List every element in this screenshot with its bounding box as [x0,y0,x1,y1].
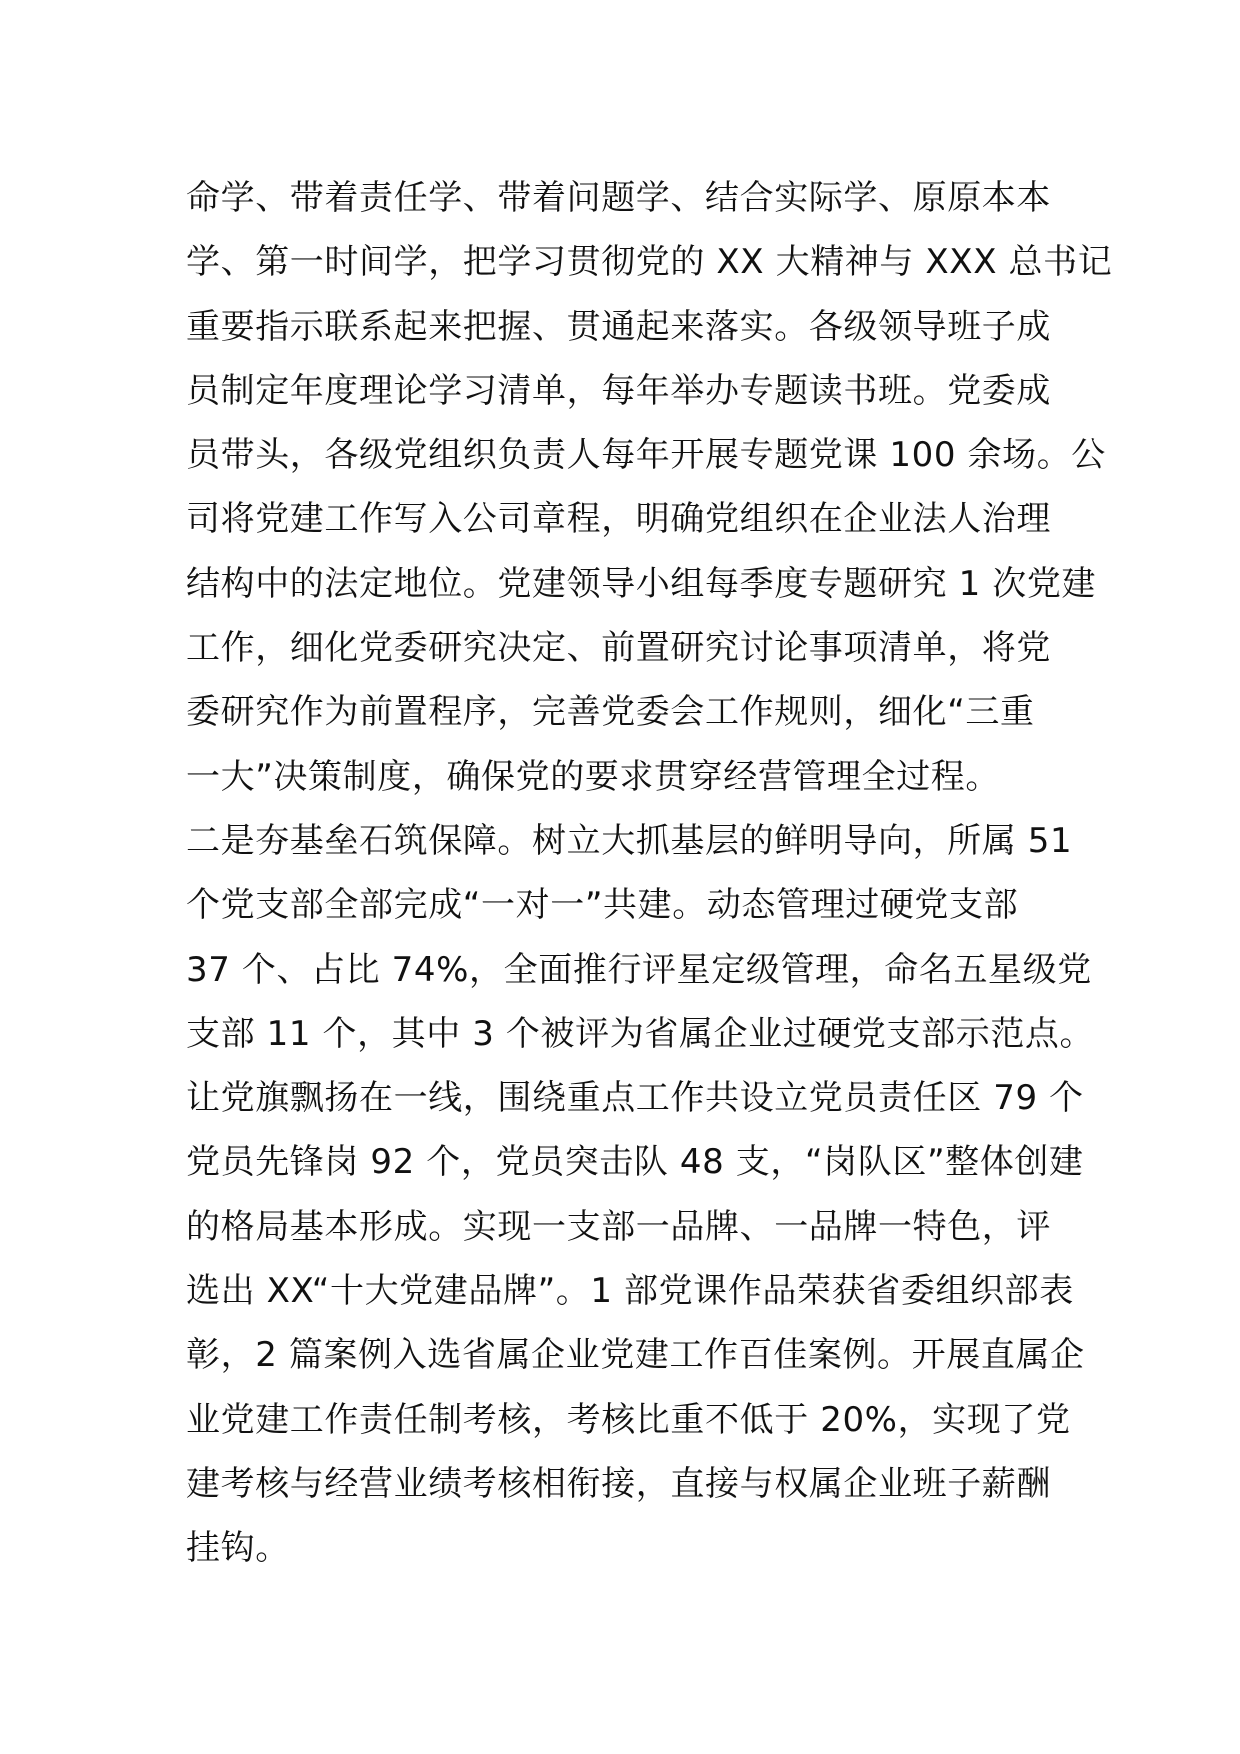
text-line: 工作，细化党委研究决定、前置研究讨论事项清单，将党 [186,628,1051,669]
text-line: 司将党建工作写入公司章程，明确党组织在企业法人治理 [186,499,1051,540]
text-line: 37 个、占比 74%，全面推行评星定级管理，命名五星级党 [186,949,1092,990]
text-line: 命学、带着责任学、带着问题学、结合实际学、原原本本 [186,178,1051,218]
text-line: 业党建工作责任制考核，考核比重不低于 20%，实现了党 [186,1399,1071,1440]
text-line: 一大”决策制度，确保党的要求贯穿经营管理全过程。 [186,756,1001,797]
text-line: 挂钩。 [186,1528,290,1569]
text-line: 个党支部全部完成“一对一”共建。动态管理过硬党支部 [186,885,1019,926]
body-text [186,166,1113,1581]
text-line: 员带头，各级党组织负责人每年开展专题党课 100 余场。公 [186,435,1106,476]
text-line: 重要指示联系起来把握、贯通起来落实。各级领导班子成 [186,306,1051,347]
text-line: 结构中的法定地位。党建领导小组每季度专题研究 1 次党建 [186,563,1097,604]
text-line: 让党旗飘扬在一线，围绕重点工作共设立党员责任区 79 个 [186,1078,1084,1119]
text-line: 员制定年度理论学习清单，每年举办专题读书班。党委成 [186,370,1051,411]
text-line: 建考核与经营业绩考核相衔接，直接与权属企业班子薪酬 [186,1463,1051,1504]
text-line: 选出 XX“十大党建品牌”。1 部党课作品荣获省委组织部表 [186,1271,1074,1312]
text-line: 二是夯基垒石筑保障。树立大抓基层的鲜明导向，所属 51 [186,820,1073,861]
text-line: 委研究作为前置程序，完善党委会工作规则，细化“三重 [186,692,1035,733]
text-line: 党员先锋岗 92 个，党员突击队 48 支，“岗队区”整体创建 [186,1142,1084,1183]
text-line: 支部 11 个，其中 3 个被评为省属企业过硬党支部示范点。 [186,1013,1095,1054]
text-line: 学、第一时间学，把学习贯彻党的 XX 大精神与 XXX 总书记 [186,242,1113,283]
text-line: 彰，2 篇案例入选省属企业党建工作百佳案例。开展直属企 [186,1335,1085,1376]
text-line: 的格局基本形成。实现一支部一品牌、一品牌一特色，评 [186,1206,1051,1247]
